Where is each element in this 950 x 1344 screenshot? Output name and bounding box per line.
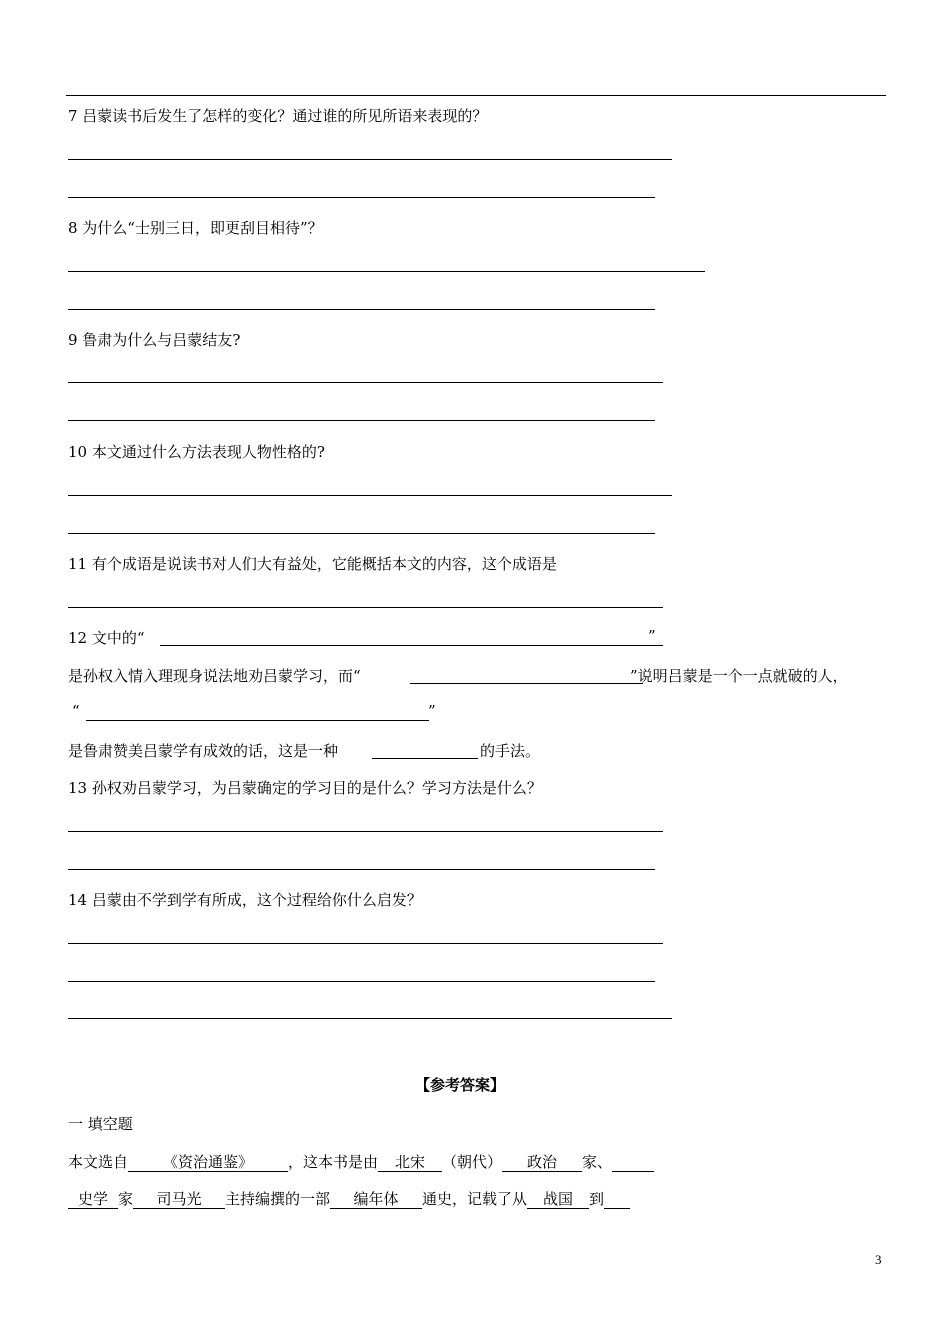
page-number: 3	[875, 1252, 882, 1267]
question-12-part-e: “	[72, 702, 80, 720]
answer-fill: 《资治通鉴》	[128, 1153, 288, 1172]
answer-line	[68, 1018, 672, 1019]
answer-line	[68, 533, 655, 534]
question-12-part-b: ”	[648, 627, 656, 645]
question-12-part-g: 是鲁肃赞美吕蒙学有成效的话，这是一种	[68, 742, 339, 760]
header-rule	[66, 95, 886, 96]
answer-line	[68, 159, 672, 160]
answer-text: （朝代）	[442, 1153, 503, 1171]
answer-text: ，这本书是由	[288, 1153, 379, 1171]
answer-text: 通史，记载了从	[422, 1190, 528, 1208]
answer-fill: 司马光	[133, 1190, 225, 1209]
question-14: 14 吕蒙由不学到学有所成，这个过程给你什么启发？	[68, 891, 422, 909]
answer-line	[68, 495, 672, 496]
answer-text: 家、	[582, 1153, 613, 1171]
answer-line-1	[68, 1152, 654, 1172]
answer-blank	[372, 758, 478, 759]
answer-line	[68, 420, 655, 421]
answers-title: 【参考答案】	[415, 1076, 506, 1094]
answer-line	[68, 981, 655, 982]
answer-line	[68, 271, 705, 272]
answer-text: 主持编撰的一部	[225, 1190, 331, 1208]
answer-line	[68, 382, 663, 383]
question-12-part-a: 12 文中的“	[68, 629, 145, 647]
answer-text: 家	[118, 1190, 134, 1208]
answer-text: 本文选自	[68, 1153, 129, 1171]
answer-line	[68, 943, 663, 944]
answer-fill-empty	[612, 1153, 654, 1172]
question-12-part-h: 的手法。	[480, 742, 541, 760]
question-13: 13 孙权劝吕蒙学习，为吕蒙确定的学习目的是什么？学习方法是什么？	[68, 779, 542, 797]
question-11: 11 有个成语是说读书对人们大有益处，它能概括本文的内容，这个成语是	[68, 555, 557, 573]
answer-blank	[86, 720, 429, 721]
answer-blank	[410, 683, 643, 684]
question-7: 7 吕蒙读书后发生了怎样的变化？通过谁的所见所语来表现的？	[68, 107, 488, 125]
answer-line	[68, 869, 655, 870]
answer-text: 到	[589, 1190, 605, 1208]
answer-blank	[160, 645, 663, 646]
question-10: 10 本文通过什么方法表现人物性格的?	[68, 443, 325, 461]
answer-line	[68, 197, 655, 198]
question-12-part-c: 是孙权入情入理现身说法地劝吕蒙学习，而“	[68, 667, 361, 685]
answer-fill-empty	[604, 1190, 630, 1209]
question-9: 9 鲁肃为什么与吕蒙结友?	[68, 331, 241, 349]
answer-fill: 战国	[527, 1190, 589, 1209]
section-heading: 一 填空题	[68, 1115, 133, 1133]
answer-line	[68, 309, 655, 310]
answer-line	[68, 607, 663, 608]
answer-fill: 北宋	[378, 1153, 442, 1172]
question-8: 8 为什么“士别三日，即更刮目相待”？	[68, 219, 323, 237]
question-12-part-d: ”说明吕蒙是一个一点就破的人，	[630, 667, 848, 685]
question-12-part-f: ”	[428, 702, 436, 720]
answer-fill: 政治	[502, 1153, 582, 1172]
answer-fill: 史学	[68, 1190, 118, 1209]
answer-line	[68, 831, 663, 832]
answer-line-2	[68, 1189, 630, 1209]
answer-fill: 编年体	[330, 1190, 422, 1209]
